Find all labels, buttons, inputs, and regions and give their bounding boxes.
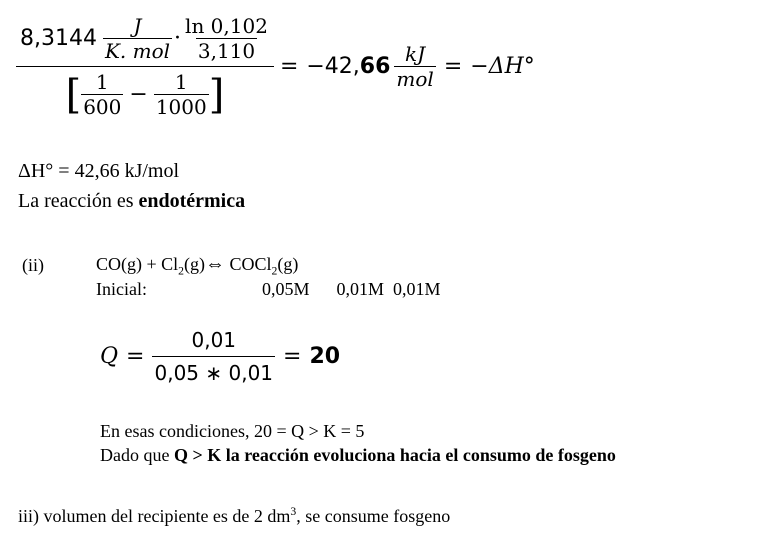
dado-line xyxy=(100,445,616,466)
unit-numerator: J xyxy=(133,14,142,38)
result-unit xyxy=(394,42,435,91)
q-fraction xyxy=(152,328,275,385)
iii-sup: 3 xyxy=(290,505,297,518)
q-denominator: 0,05 ∗ 0,01 xyxy=(152,356,275,385)
unit-denominator: K. mol xyxy=(104,39,171,63)
bracket-left: [ xyxy=(65,71,82,118)
q-numerator: 0,01 xyxy=(191,328,237,352)
ln-numerator: ln 0,102 xyxy=(185,14,268,38)
dado-bold: Q > K la reacción evoluciona hacia el consumo de fosgeno xyxy=(173,445,616,465)
ln-denominator: 3,110 xyxy=(197,39,256,63)
equals-1: = xyxy=(279,54,299,79)
q-symbol: Q xyxy=(100,344,119,369)
iii-before: iii) volumen del recipiente es de 2 dm xyxy=(18,506,291,526)
main-fraction xyxy=(18,14,272,119)
minus-sign: − xyxy=(129,82,148,107)
frac-1-600 xyxy=(81,70,123,119)
initial-values: 0,05M 0,01M 0,01M xyxy=(262,279,441,299)
eq-mid: (g) xyxy=(184,254,205,274)
frac1-den: 600 xyxy=(83,95,122,119)
frac1-num: 1 xyxy=(95,70,109,94)
reaction-type-line xyxy=(18,190,245,213)
reaction-equation xyxy=(96,253,298,278)
result-unit-den: mol xyxy=(396,67,434,91)
conditions-line: En esas condiciones, 20 = Q > K = 5 xyxy=(100,421,365,441)
delta-h-line: ΔH° = 42,66 kJ/mol xyxy=(18,160,180,182)
eq-sub1: 2 xyxy=(178,264,184,278)
gas-constant: 8,3144 xyxy=(20,26,97,51)
reaction-prefix: La reacción es xyxy=(18,190,139,212)
equation-1 xyxy=(18,14,535,119)
neg-delta-h: −ΔH° xyxy=(470,54,535,79)
equilibrium-arrow: ⇔ xyxy=(205,253,225,275)
unit-fraction xyxy=(103,14,172,63)
section-ii-label: (ii) xyxy=(22,255,44,275)
result-bold: 66 xyxy=(359,54,391,79)
bracket-right: ] xyxy=(208,71,225,118)
reaction-bold: endotérmica xyxy=(138,190,246,212)
equals-2: = xyxy=(443,54,463,79)
q-equals: = xyxy=(126,344,145,369)
eq-left: CO(g) + Cl xyxy=(96,254,179,274)
ln-fraction xyxy=(183,14,270,63)
eq-right: COCl xyxy=(225,254,272,274)
q-result: 20 xyxy=(309,344,341,369)
frac2-den: 1000 xyxy=(155,95,207,119)
q-equals-2: = xyxy=(283,344,302,369)
result-prefix: −42, xyxy=(306,54,360,79)
iii-after: , se consume fosgeno xyxy=(296,506,451,526)
initial-label: Inicial: xyxy=(96,279,147,299)
result-value xyxy=(306,54,390,79)
result-unit-num: kJ xyxy=(405,42,426,66)
q-equation xyxy=(100,328,340,385)
dado-prefix: Dado que xyxy=(100,445,174,465)
eq-sub2: 2 xyxy=(271,264,278,278)
frac2-num: 1 xyxy=(174,70,188,94)
eq-end: (g) xyxy=(277,254,299,274)
section-iii xyxy=(18,505,450,527)
multiply-dot: · xyxy=(174,26,182,51)
frac-1-1000 xyxy=(154,70,209,119)
